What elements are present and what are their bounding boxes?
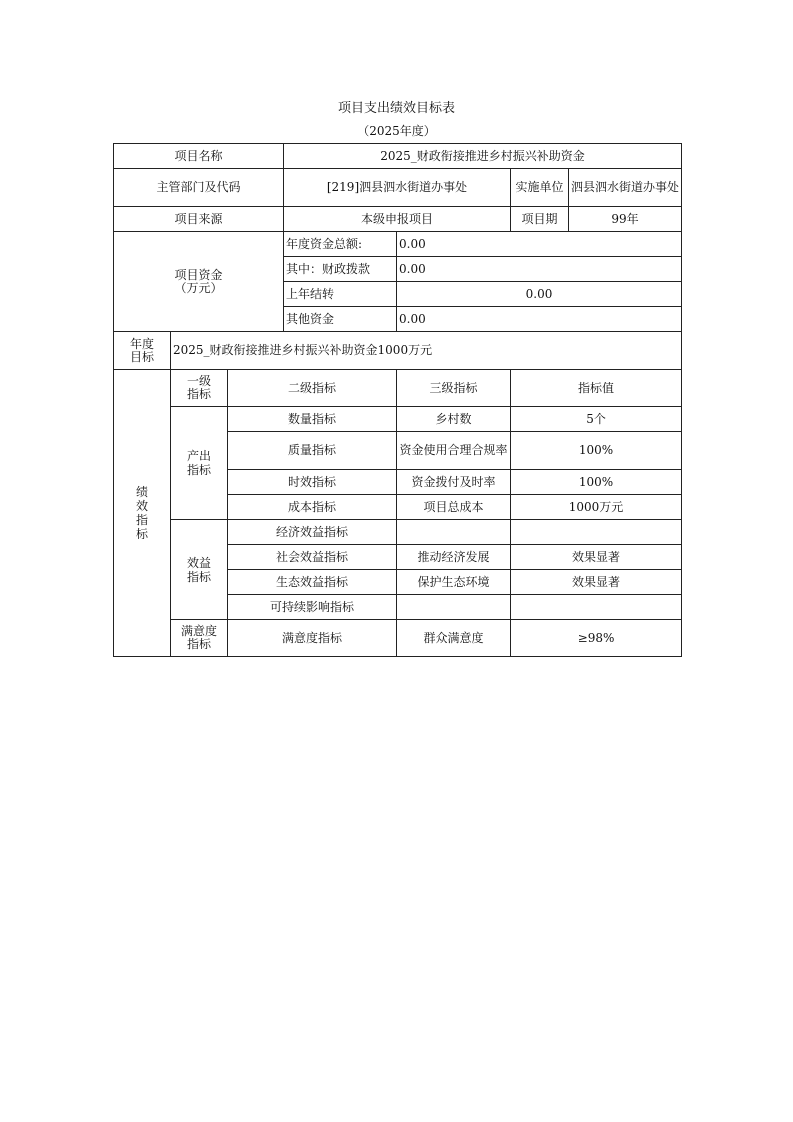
level2-cell: 生态效益指标 xyxy=(228,570,397,595)
performance-goal-table xyxy=(113,143,682,657)
project-name-value: 2025_财政衔接推进乡村振兴补助资金 xyxy=(284,144,682,169)
table-row xyxy=(114,332,682,370)
group-output-label-text: 产出指标 xyxy=(186,449,211,477)
funds-label-line2: （万元） xyxy=(174,280,223,295)
page-subtitle: （2025年度） xyxy=(357,124,436,138)
group-benefit-label-text: 效益指标 xyxy=(186,555,211,584)
funds-label-line1: 项目资金 xyxy=(174,267,223,282)
value-cell xyxy=(511,595,682,620)
value-cell: ≥98% xyxy=(511,620,682,657)
performance-side-label-text: 绩效指标 xyxy=(135,485,148,541)
level2-cell: 成本指标 xyxy=(228,495,397,520)
group-output-label xyxy=(171,407,228,520)
project-name-label: 项目名称 xyxy=(114,144,284,169)
level3-cell: 资金拨付及时率 xyxy=(397,470,511,495)
level3-cell xyxy=(397,432,511,470)
value-cell: 5个 xyxy=(511,407,682,432)
source-value: 本级申报项目 xyxy=(284,207,511,232)
group-satisfaction-line1: 满意度 xyxy=(180,624,217,638)
header-value: 指标值 xyxy=(511,370,682,407)
annual-goal-label xyxy=(114,332,171,370)
level3-cell xyxy=(397,520,511,545)
source-label: 项目来源 xyxy=(114,207,284,232)
table-row xyxy=(114,169,682,207)
funds-other-value: 0.00 xyxy=(397,307,682,332)
header-level1-line1: 一级 xyxy=(186,374,211,388)
period-label: 项目期 xyxy=(511,207,569,232)
funds-fiscal-value: 0.00 xyxy=(397,257,682,282)
funds-label xyxy=(114,232,284,332)
group-benefit-label xyxy=(171,520,228,620)
level2-cell: 社会效益指标 xyxy=(228,545,397,570)
value-cell: 100% xyxy=(511,432,682,470)
performance-side-label xyxy=(114,370,171,657)
level3-cell: 项目总成本 xyxy=(397,495,511,520)
funds-total-label: 年度资金总额: xyxy=(284,232,397,257)
dept-value: [219]泗县泗水街道办事处 xyxy=(284,169,511,207)
funds-total-value: 0.00 xyxy=(397,232,682,257)
value-cell: 效果显著 xyxy=(511,570,682,595)
impl-unit-label: 实施单位 xyxy=(511,169,569,207)
level2-cell: 数量指标 xyxy=(228,407,397,432)
annual-goal-label-line2: 目标 xyxy=(129,349,154,364)
table-row xyxy=(114,370,682,407)
value-cell xyxy=(511,520,682,545)
impl-unit-value: 泗县泗水街道办事处 xyxy=(569,169,682,207)
funds-carryover-label: 上年结转 xyxy=(284,282,397,307)
level2-cell: 时效指标 xyxy=(228,470,397,495)
table-row xyxy=(114,620,682,657)
table-row xyxy=(114,520,682,545)
level2-cell: 质量指标 xyxy=(228,432,397,470)
funds-carryover-value: 0.00 xyxy=(397,282,682,307)
group-satisfaction-label xyxy=(171,620,228,657)
table-row xyxy=(114,207,682,232)
annual-goal-label-line1: 年度 xyxy=(129,336,154,351)
value-cell: 1000万元 xyxy=(511,495,682,520)
group-satisfaction-line2: 指标 xyxy=(186,637,211,651)
level2-cell: 可持续影响指标 xyxy=(228,595,397,620)
level2-cell: 满意度指标 xyxy=(228,620,397,657)
level3-text: 资金使用合理合规率 xyxy=(399,443,508,457)
table-row xyxy=(114,144,682,169)
level3-cell: 群众满意度 xyxy=(397,620,511,657)
level3-cell: 保护生态环境 xyxy=(397,570,511,595)
value-cell: 100% xyxy=(511,470,682,495)
table-row xyxy=(114,407,682,432)
value-cell: 效果显著 xyxy=(511,545,682,570)
page-title: 项目支出绩效目标表 xyxy=(337,101,455,116)
header-level1 xyxy=(171,370,228,407)
header-level1-line2: 指标 xyxy=(186,387,211,401)
table-row xyxy=(114,232,682,257)
funds-fiscal-label: 其中：财政拨款 xyxy=(284,257,397,282)
dept-label: 主管部门及代码 xyxy=(114,169,284,207)
level2-cell: 经济效益指标 xyxy=(228,520,397,545)
header-level3: 三级指标 xyxy=(397,370,511,407)
funds-other-label: 其他资金 xyxy=(284,307,397,332)
period-value: 99年 xyxy=(569,207,682,232)
header-level2: 二级指标 xyxy=(228,370,397,407)
annual-goal-value: 2025_财政衔接推进乡村振兴补助资金1000万元 xyxy=(171,332,682,370)
level3-cell: 推动经济发展 xyxy=(397,545,511,570)
level3-cell: 乡村数 xyxy=(397,407,511,432)
level3-cell xyxy=(397,595,511,620)
